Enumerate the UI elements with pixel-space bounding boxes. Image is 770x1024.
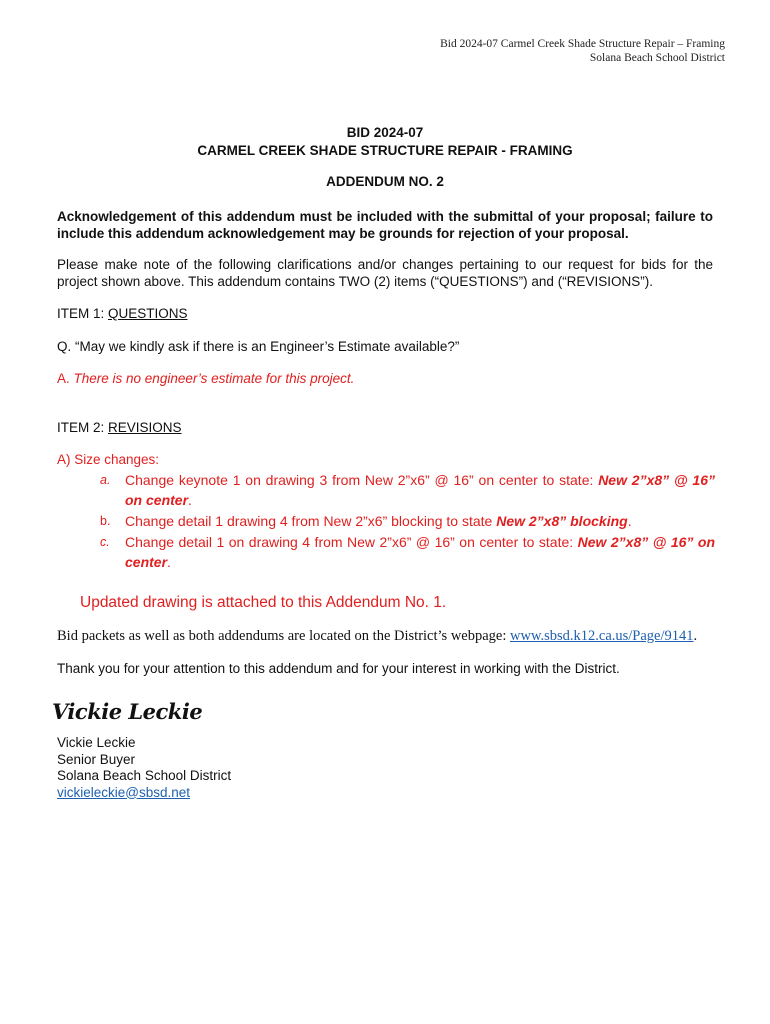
thank-you-note: Thank you for your attention to this addendum and for your interest in working with the District.: [57, 661, 620, 676]
addendum-number: ADDENDUM NO. 2: [326, 174, 444, 189]
answer-text: [57, 370, 713, 387]
change-text: Change detail 1 drawing 4 from New 2”x6” blocking to state: [125, 513, 497, 529]
updated-drawing-note: Updated drawing is attached to this Addendum No. 1.: [80, 594, 447, 611]
header-bid-title: Bid 2024-07 Carmel Creek Shade Structure Repair – Framing: [440, 38, 725, 50]
bid-packets-note: [57, 628, 697, 645]
change-marker: c.: [100, 535, 110, 549]
change-text: Change detail 1 on drawing 4 from New 2”x6” @ 16” on center to state:: [125, 534, 578, 550]
change-marker: a.: [100, 473, 111, 487]
bid-number: BID 2024-07: [346, 125, 424, 140]
change-item-c: [100, 532, 715, 572]
change-item-a: [100, 470, 715, 510]
item2-label: REVISIONS: [108, 420, 182, 435]
contact-title: Senior Buyer: [57, 751, 136, 767]
change-emphasis: New 2”x8” blocking: [496, 513, 628, 529]
acknowledgement-notice: Acknowledgement of this addendum must be included with the submittal of your proposal; failure to include this addendum acknowledgement may be grounds for rejection of your proposal.: [57, 209, 713, 241]
contact-email-link[interactable]: vickieleckie@sbsd.net: [57, 784, 191, 800]
contact-organization: Solana Beach School District: [57, 768, 232, 783]
document-title: [0, 124, 770, 160]
change-item-b: [100, 511, 715, 531]
item1-label: QUESTIONS: [108, 306, 188, 321]
item1-heading: [57, 305, 713, 322]
item2-heading: [57, 419, 713, 436]
item2-prefix: ITEM 2:: [57, 420, 109, 435]
district-webpage-link[interactable]: www.sbsd.k12.ca.us/Page/9141: [510, 628, 694, 644]
answer-body: There is no engineer’s estimate for this project.: [73, 371, 355, 386]
contact-name: Vickie Leckie: [57, 735, 136, 750]
answer-prefix: A.: [57, 371, 74, 386]
change-emphasis: New 2”x8” @ 16” on center: [125, 534, 715, 570]
change-end: .: [188, 492, 192, 508]
size-changes-heading: A) Size changes:: [57, 452, 160, 467]
change-text: Change keynote 1 on drawing 3 from New 2”x6” @ 16” on center to state:: [125, 472, 599, 488]
change-end: .: [627, 513, 632, 529]
contact-block: [57, 735, 231, 801]
handwritten-signature: Vickie Leckie: [52, 699, 203, 724]
change-marker: b.: [100, 514, 111, 528]
item1-prefix: ITEM 1:: [57, 306, 109, 321]
change-end: .: [167, 554, 171, 570]
project-name: CARMEL CREEK SHADE STRUCTURE REPAIR - FRAMING: [197, 143, 573, 158]
packets-end: .: [693, 628, 698, 644]
page-header: [440, 37, 725, 65]
header-district: Solana Beach School District: [589, 52, 725, 64]
question-text: Q. “May we kindly ask if there is an Engineer’s Estimate available?”: [57, 339, 460, 354]
packets-text: Bid packets as well as both addendums are located on the District’s webpage:: [57, 628, 510, 644]
change-emphasis: New 2”x8” @ 16” on center: [125, 472, 715, 508]
intro-paragraph: Please make note of the following clarifications and/or changes pertaining to our request for bids for the project shown above. This addendum contains TWO (2) items (“QUESTIONS”) and (“REVISIONS”).: [57, 257, 713, 289]
